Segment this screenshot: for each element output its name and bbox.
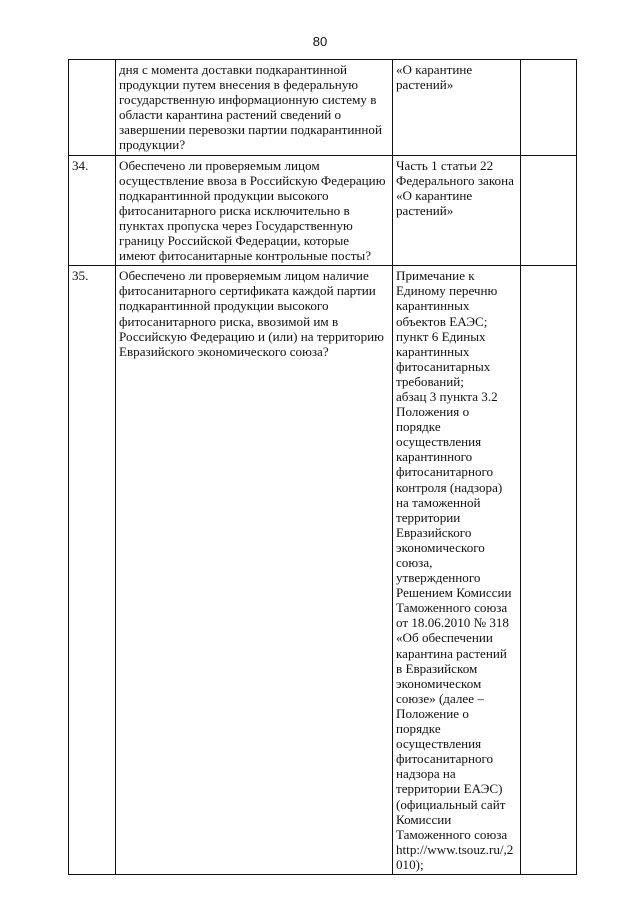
text-line: Часть 1 статьи 22: [396, 157, 494, 173]
text-line: карантинного: [396, 449, 473, 465]
text-line: фитосанитарного риска исключительно в: [119, 202, 350, 218]
text-line: карантина растений: [396, 645, 507, 661]
item-number-cell: 34.: [69, 155, 116, 266]
text-line: Российскую Федерацию и (или) на территорию: [119, 328, 384, 344]
text-line: требований;: [396, 373, 464, 389]
text-line: Таможенного союза: [396, 600, 508, 616]
text-line: карантинных: [396, 298, 470, 314]
text-line: «О карантине: [396, 187, 473, 203]
question-cell: [116, 60, 393, 156]
text-line: утвержденного: [396, 570, 481, 586]
text-line: территории ЕАЭС): [396, 781, 503, 797]
text-line: абзац 3 пункта 3.2: [396, 388, 498, 404]
text-line: экономического: [396, 539, 485, 555]
table-row: [69, 60, 577, 156]
text-line: Таможенного союза: [396, 826, 508, 842]
text-line: порядке: [396, 419, 441, 435]
text-line: осуществления: [396, 434, 482, 450]
checklist-table: [68, 59, 577, 875]
text-line: Решением Комиссии: [396, 585, 512, 601]
question-cell: [116, 155, 393, 266]
text-line: союза,: [396, 555, 433, 570]
item-number-cell: 35.: [69, 266, 116, 875]
text-line: Обеспечено ли проверяемым лицом: [119, 157, 320, 173]
text-line: территории: [396, 509, 461, 525]
text-line: http://www.tsouz.ru/,2: [396, 841, 514, 857]
text-line: Примечание к: [396, 268, 475, 284]
text-line: союзе» (далее –: [396, 690, 484, 706]
text-line: Комиссии: [396, 811, 452, 827]
text-line: надзора на: [396, 766, 456, 782]
text-line: экономическом: [396, 675, 482, 691]
page-number: 80: [312, 34, 328, 49]
text-line: контроля (надзора): [396, 479, 503, 495]
text-line: в Евразийском: [396, 660, 478, 676]
text-line: пункт 6 Единых: [396, 328, 486, 344]
text-line: 010);: [396, 856, 424, 872]
item-number-cell: [69, 60, 116, 156]
text-line: Федерального закона: [396, 172, 514, 188]
text-line: Обеспечено ли проверяемым лицом наличие: [119, 268, 369, 284]
text-line: (официальный сайт: [396, 796, 506, 812]
text-line: растений»: [396, 202, 454, 218]
text-line: продукции путем внесения в федеральную: [119, 77, 359, 93]
text-line: осуществление ввоза в Российскую Федерацию: [119, 172, 386, 188]
text-line: Положения о: [396, 404, 470, 420]
text-line: фитосанитарного риска, ввозимой им в: [119, 313, 339, 329]
text-line: фитосанитарного: [396, 464, 494, 480]
text-line: государственную информационную систему в: [119, 92, 377, 108]
text-line: объектов ЕАЭС;: [396, 313, 488, 329]
text-line: имеют фитосанитарные контрольные посты?: [119, 248, 372, 264]
text-line: пунктах пропуска через Государственную: [119, 217, 353, 233]
text-line: Евразийского экономического союза?: [119, 343, 329, 359]
text-line: фитосанитарного сертификата каждой партии: [119, 283, 376, 299]
text-line: растений»: [396, 77, 454, 93]
text-line: Единому перечню: [396, 283, 498, 299]
text-line: подкарантинной продукции высокого: [119, 187, 329, 203]
text-line: осуществления: [396, 736, 482, 752]
text-line: фитосанитарных: [396, 358, 491, 374]
answer-cell: [521, 266, 577, 875]
reference-cell: [393, 266, 521, 875]
question-cell: [116, 266, 393, 875]
text-line: продукции?: [119, 137, 186, 153]
text-line: подкарантинной продукции высокого: [119, 298, 329, 314]
reference-cell: [393, 155, 521, 266]
text-line: на таможенной: [396, 494, 481, 510]
answer-cell: [521, 155, 577, 266]
text-line: Евразийского: [396, 524, 472, 540]
text-line: дня с момента доставки подкарантинной: [119, 62, 348, 77]
table-row: [69, 266, 577, 875]
text-line: «О карантине: [396, 62, 473, 77]
answer-cell: [521, 60, 577, 156]
text-line: порядке: [396, 721, 441, 737]
text-line: границу Российской Федерации, которые: [119, 233, 350, 249]
text-line: фитосанитарного: [396, 751, 494, 767]
text-line: карантинных: [396, 343, 470, 359]
text-line: Положение о: [396, 705, 469, 721]
text-line: области карантина растений сведений о: [119, 107, 342, 123]
text-line: «Об обеспечении: [396, 630, 493, 646]
text-line: от 18.06.2010 № 318: [396, 615, 509, 631]
table-row: [69, 155, 577, 266]
text-line: завершении перевозки партии подкарантинной: [119, 122, 382, 138]
reference-cell: [393, 60, 521, 156]
